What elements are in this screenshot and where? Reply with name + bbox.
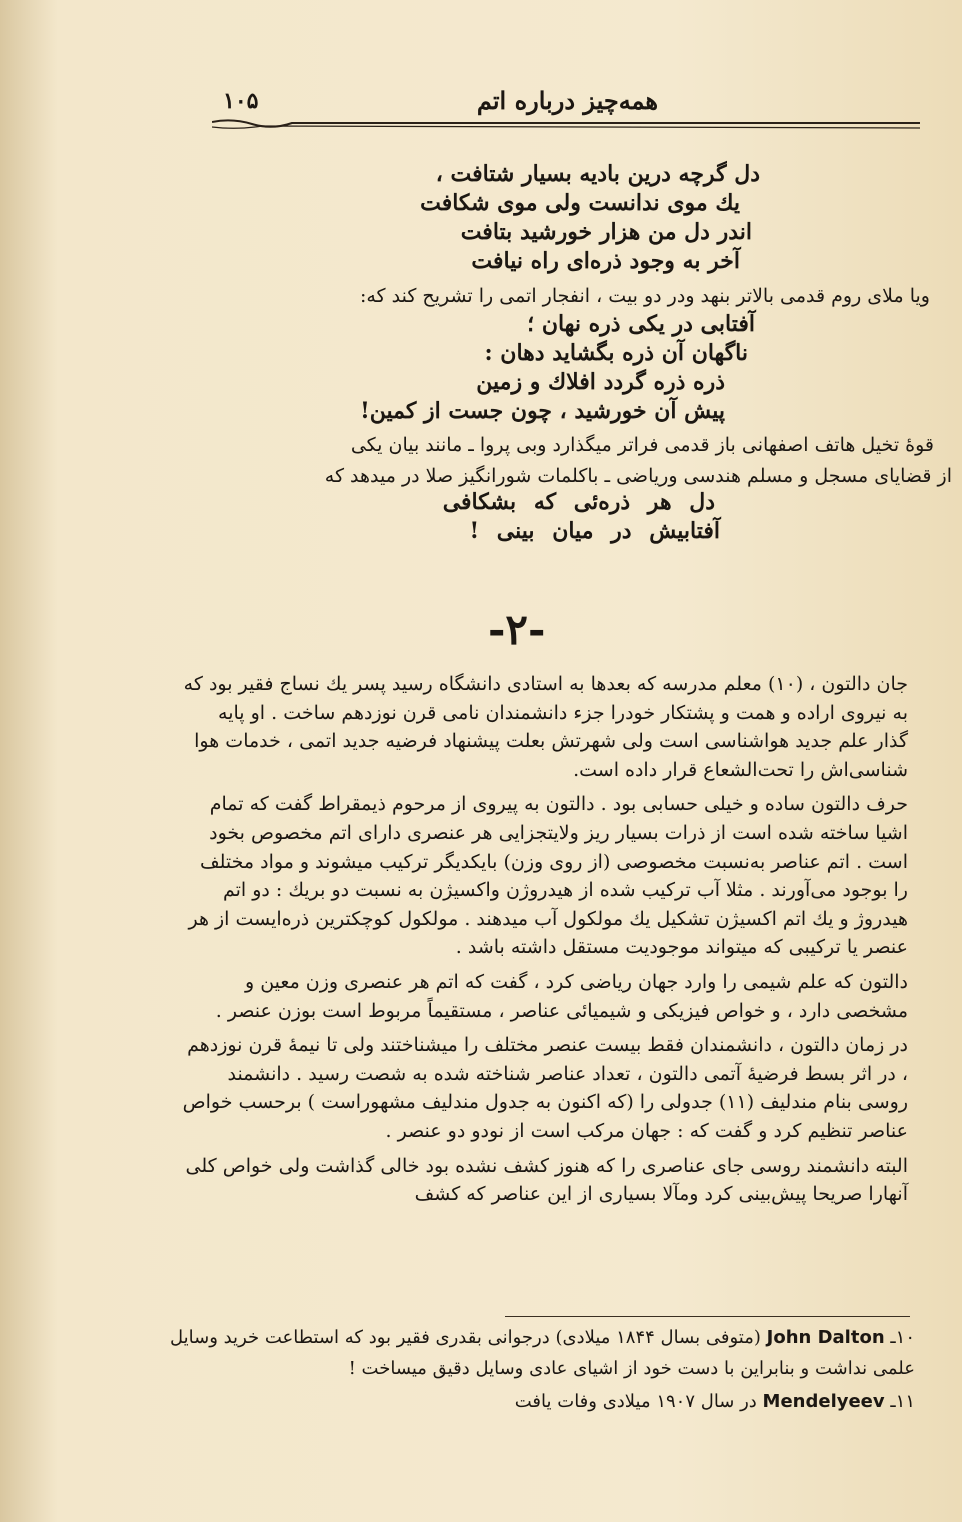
- paragraph: البته دانشمند روسی جای عناصری را که هنوز کشف نشده بود خالی گذاشت ولی خواص کلی آنهارا صریحا پیش‌بینی کرد ومآلا بسیاری از این عناصر که کشف: [185, 1154, 908, 1206]
- poem-3: [380, 488, 720, 546]
- header-rule: [212, 118, 920, 132]
- poem-line: یك موی ندانست ولی موی شکافت: [420, 190, 740, 216]
- poem-line: ذره ذره گردد افلاك و زمین: [476, 369, 725, 395]
- footnote-text: در سال ۱۹۰۷ میلادی وفات یافت: [514, 1391, 757, 1412]
- poem-line: ناگهان آن ذره بگشاید دهان :: [484, 340, 748, 366]
- page-title: همه‌چیز درباره اتم: [476, 86, 659, 115]
- section-number: -۲-: [488, 605, 546, 654]
- footnote-text: (متوفی بسال ۱۸۴۴ میلادی) درجوانی بقدری فقیر بود که استطاعت خرید وسایل علمی نداشت و بنابراین با دست خود از اشیای عادی وسایل دقیق میساخت !: [169, 1327, 915, 1379]
- footnote-latin-name: John Dalton: [766, 1327, 885, 1348]
- poem-line: آفتابیش در میان بینی !: [469, 518, 720, 544]
- poem-line: اندر دل من هزار خورشید بتافت: [460, 219, 752, 245]
- intro-text-2: [324, 430, 952, 492]
- poem-line: دل گرچه درین بادیه بسیار شتافت ،: [435, 161, 760, 187]
- poem-line: دل هر ذره‌ئی که بشکافی: [442, 489, 715, 515]
- poem-1: [330, 160, 760, 276]
- page-number: ۱۰۵: [223, 88, 259, 114]
- paragraph: حرف دالتون ساده و خیلی حسابی بود . دالتون به پیروی از مرحوم ذیمقراط گفت که تمام اشیا ساخته شده است از ذرات بسیار ریز ولایتجزایی هر عنصری دارای اتم مخصوص بخود است . اتم عناصر به‌نسبت مخصوصی (از روی وزن) بایکدیگر ترکیب میشوند و مواد مختلف را بوجود می‌آورند . مثلا آب ترکیب شده از هیدروژن واکسیژن به نسبت دو بریك : دو اتم هیدروژ و یك اتم اکسیژن تشکیل یك مولکول آب میدهند . مولکول کوچکترین ذره‌ایست از هر عنصر یا ترکیبی که میتواند موجودیت مستقل داشته باشد .: [188, 793, 908, 959]
- footnote-rule: [505, 1316, 910, 1317]
- paragraph: دالتون که علم شیمی را وارد جهان ریاضی کرد ، گفت که اتم هر عنصری وزن معین و مشخصی دارد ، و خواص فیزیکی و شیمیائی عناصر ، مستقیماً مربوط است بوزن عنصر .: [215, 970, 908, 1022]
- footnote-number: ۱۰ـ: [890, 1327, 915, 1348]
- poem-line: آفتابی در یکی ذره نهان ؛: [527, 311, 755, 337]
- footnotes: [170, 1322, 915, 1419]
- intro-text-1: ویا ملای روم قدمی بالاتر بنهد ودر دو بیت ، انفجار اتمی را تشریح کند که:: [359, 285, 930, 307]
- poem-2: [330, 310, 760, 426]
- running-header: [215, 82, 920, 122]
- paragraph: جان دالتون ، (۱۰) معلم مدرسه که بعدها به استادی دانشگاه رسید پسر یك نساج فقیر بود که به نیروی اراده و همت و پشتکار خودرا جزء دانشمندان نامی قرن نوزدهم ساخت . او پایه گذار علم جدید هواشناسی است ولی شهرتش بعلت پیشنهاد فرضیه جدید اتمی ، خدمات هوا شناسی‌اش را تحت‌الشعاع قرار داده است.: [183, 673, 908, 781]
- body-text: [180, 670, 908, 1215]
- poem-line: پیش آن خورشید ، چون جست از کمین!: [360, 398, 725, 424]
- footnote-10: [170, 1322, 915, 1384]
- footnote-11: [170, 1386, 915, 1417]
- paragraph: در زمان دالتون ، دانشمندان فقط بیست عنصر مختلف را میشناختند ولی تا نیمهٔ قرن نوزدهم ، در اثر بسط فرضیهٔ آتمی دالتون ، تعداد عناصر شناخته شده به شصت رسید . دانشمند روسی بنام مندلیف (۱۱) جدولی را (که اکنون به جدول مندلیف مشهوراست ) برحسب خواص عناصر تنظیم کرد و گفت که : جهان مرکب است از نودو دو عنصر .: [182, 1034, 908, 1142]
- footnote-number: ۱۱ـ: [890, 1391, 915, 1412]
- intro-line: قوهٔ تخیل هاتف اصفهانی باز قدمی فراتر میگذارد وبی پروا ـ مانند بیان یکی: [350, 434, 934, 456]
- footnote-latin-name: Mendelyeev: [762, 1391, 885, 1412]
- poem-line: آخر به وجود ذره‌ای راه نیافت: [471, 248, 740, 274]
- intro-line: از قضایای مسجل و مسلم هندسی وریاضی ـ باکلمات شورانگیز صلا در میدهد که: [324, 465, 952, 487]
